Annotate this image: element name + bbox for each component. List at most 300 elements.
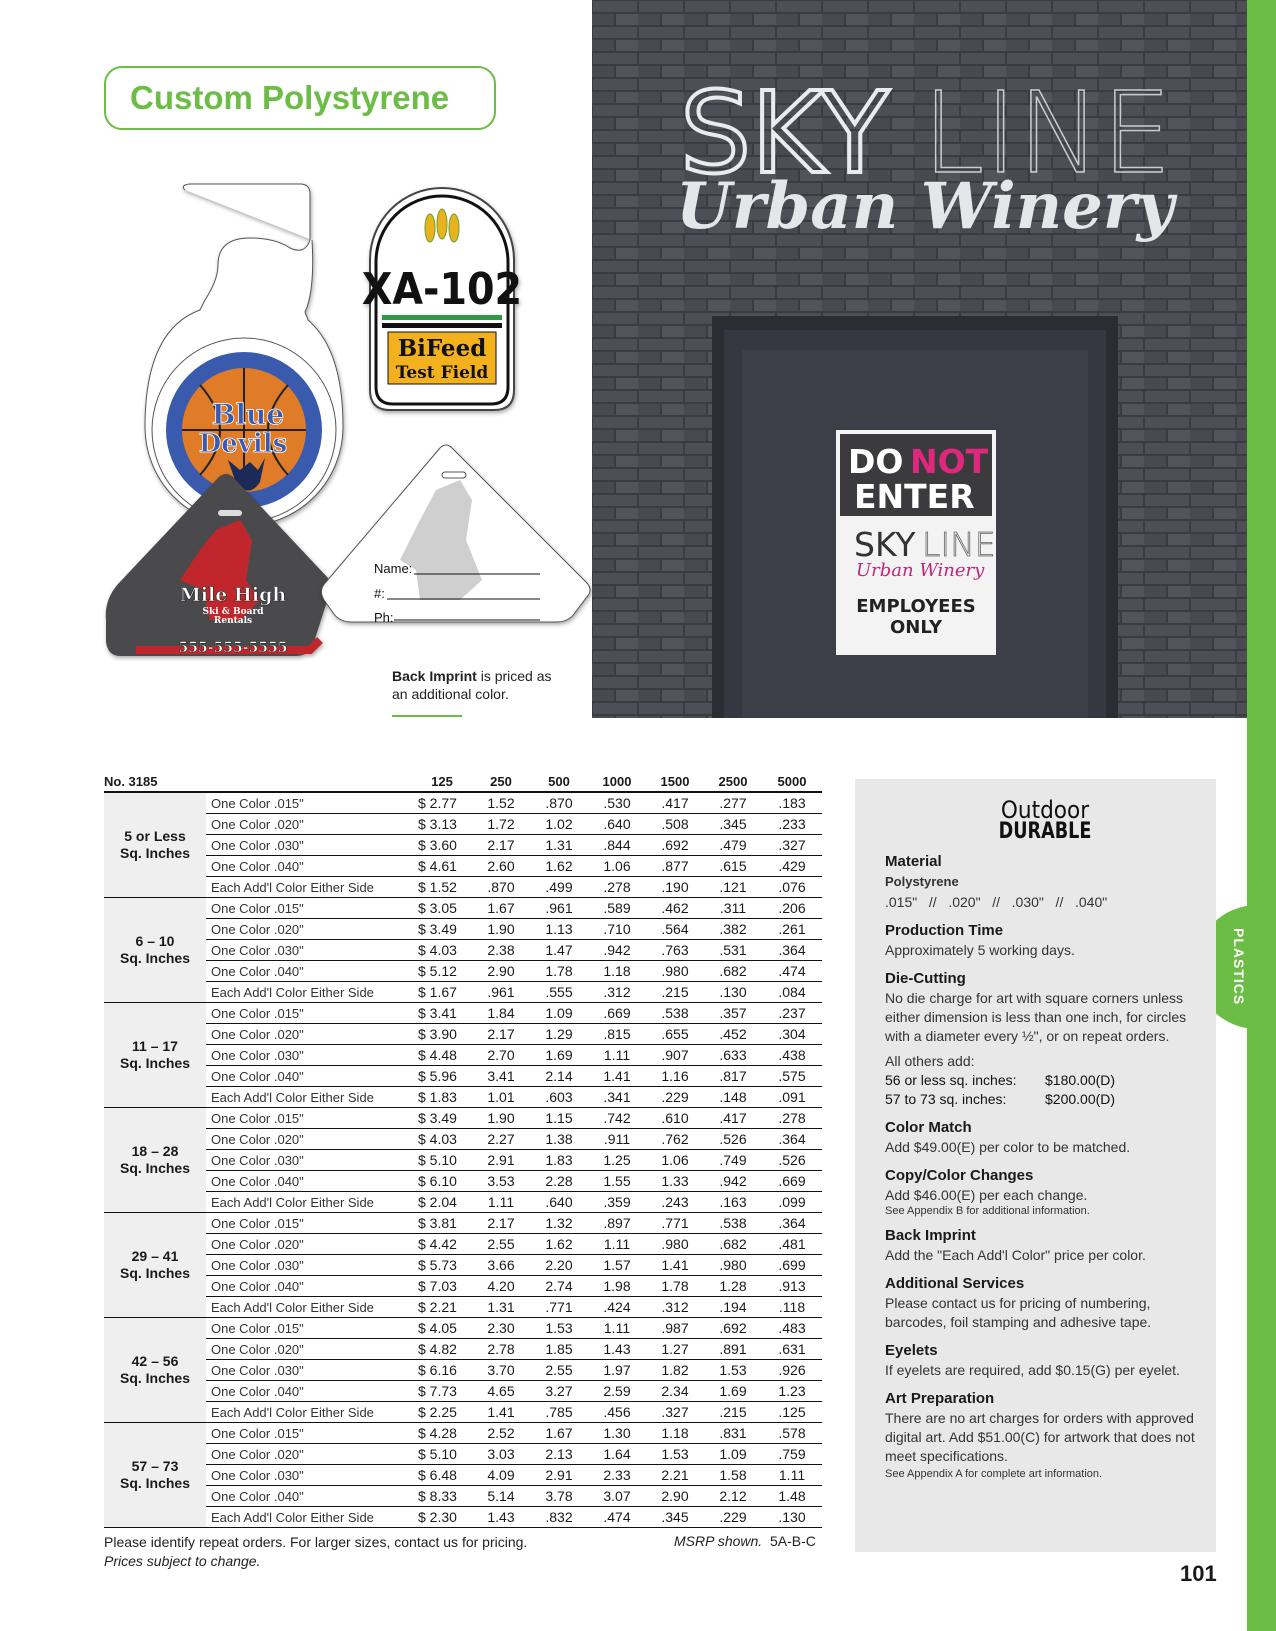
door-sign — [836, 430, 996, 655]
back-imprint-note-bold: Back Imprint — [392, 668, 477, 684]
price-cell: 1.53 — [646, 1444, 704, 1465]
price-cell: 2.17 — [472, 835, 530, 856]
art-preparation-text: There are no art charges for orders with approved digital art. Add $51.00(C) for artwork that does not meet specifications. — [885, 1410, 1195, 1464]
logo-outdoor: Outdoor — [1000, 796, 1090, 824]
price-cell: .076 — [762, 877, 822, 898]
price-cell: .831 — [704, 1423, 762, 1444]
die-cutting-heading: Die-Cutting — [885, 970, 966, 987]
price-cell: $ 1.52 — [412, 877, 472, 898]
row-description: One Color .020" — [206, 919, 412, 940]
row-description: Each Add'l Color Either Side — [206, 982, 412, 1003]
qty-header: 2500 — [704, 771, 762, 792]
material-heading: Material — [885, 853, 942, 870]
price-cell: .118 — [762, 1297, 822, 1318]
price-cell: .785 — [530, 1402, 588, 1423]
price-cell: .578 — [762, 1423, 822, 1444]
outdoor-durable-logo — [885, 796, 1205, 844]
row-description: One Color .015" — [206, 898, 412, 919]
table-row — [104, 1213, 822, 1234]
size-range-cell — [104, 792, 206, 898]
price-cell: .341 — [588, 1087, 646, 1108]
price-cell: 1.78 — [646, 1276, 704, 1297]
price-cell: .669 — [762, 1171, 822, 1192]
price-cell: .987 — [646, 1318, 704, 1339]
price-cell: 3.70 — [472, 1360, 530, 1381]
price-cell: 1.69 — [530, 1045, 588, 1066]
row-description: One Color .015" — [206, 792, 412, 814]
price-cell: .438 — [762, 1045, 822, 1066]
price-cell: .312 — [646, 1297, 704, 1318]
price-cell: 1.32 — [530, 1213, 588, 1234]
price-cell: $ 3.41 — [412, 1003, 472, 1024]
price-cell: 2.74 — [530, 1276, 588, 1297]
price-cell: $ 3.49 — [412, 919, 472, 940]
table-row — [104, 1339, 822, 1360]
die-row-1-value: $180.00(D) — [1045, 1072, 1116, 1088]
wall-text-urban-winery: Urban Winery — [676, 169, 1174, 244]
price-cell: 1.62 — [530, 1234, 588, 1255]
price-cell: 3.07 — [588, 1486, 646, 1507]
sign-urban-winery: Urban Winery — [856, 560, 985, 581]
price-cell: 1.97 — [588, 1360, 646, 1381]
price-cell: 4.09 — [472, 1465, 530, 1486]
back-tag-phone-label: Ph: — [374, 610, 394, 625]
price-cell: 2.13 — [530, 1444, 588, 1465]
price-cell: .183 — [762, 792, 822, 814]
price-cell: 1.64 — [588, 1444, 646, 1465]
price-cell: 2.59 — [588, 1381, 646, 1402]
price-cell: .655 — [646, 1024, 704, 1045]
table-row — [104, 1003, 822, 1024]
price-cell: $ 4.48 — [412, 1045, 472, 1066]
price-cell: .364 — [762, 1129, 822, 1150]
price-cell: .913 — [762, 1276, 822, 1297]
price-cell: .980 — [646, 961, 704, 982]
price-cell: .130 — [704, 982, 762, 1003]
price-cell: 2.14 — [530, 1066, 588, 1087]
price-cell: .364 — [762, 940, 822, 961]
table-row — [104, 1402, 822, 1423]
art-preparation-note: See Appendix A for complete art information. — [885, 1468, 1103, 1480]
price-cell: .633 — [704, 1045, 762, 1066]
price-cell: .771 — [646, 1213, 704, 1234]
price-cell: 1.67 — [472, 898, 530, 919]
price-cell: $ 5.10 — [412, 1444, 472, 1465]
price-cell: .907 — [646, 1045, 704, 1066]
row-description: One Color .020" — [206, 814, 412, 835]
page-number: 101 — [1180, 1561, 1217, 1586]
price-cell: .233 — [762, 814, 822, 835]
price-cell: .682 — [704, 1234, 762, 1255]
price-cell: 1.18 — [588, 961, 646, 982]
price-cell: .215 — [704, 1402, 762, 1423]
table-row — [104, 814, 822, 835]
price-cell: 1.48 — [762, 1486, 822, 1507]
price-cell: .091 — [762, 1087, 822, 1108]
price-cell: .759 — [762, 1444, 822, 1465]
row-description: One Color .040" — [206, 1486, 412, 1507]
price-cell: 1.55 — [588, 1171, 646, 1192]
qty-header: 1000 — [588, 771, 646, 792]
price-cell: .345 — [646, 1507, 704, 1528]
ski-tag-line3: Rentals — [213, 616, 253, 626]
price-cell: .099 — [762, 1192, 822, 1213]
row-description: One Color .040" — [206, 961, 412, 982]
price-cell: .870 — [472, 877, 530, 898]
table-row — [104, 856, 822, 877]
price-cell: .125 — [762, 1402, 822, 1423]
price-cell: 1.41 — [588, 1066, 646, 1087]
price-cell: 1.62 — [530, 856, 588, 877]
qty-header: 250 — [472, 771, 530, 792]
row-description: One Color .030" — [206, 1465, 412, 1486]
row-description: One Color .015" — [206, 1108, 412, 1129]
row-description: One Color .040" — [206, 856, 412, 877]
size-range-line: 6 – 10 — [135, 933, 175, 949]
size-range-line: 29 – 41 — [131, 1248, 179, 1264]
price-cell: $ 2.21 — [412, 1297, 472, 1318]
price-cell: .526 — [762, 1150, 822, 1171]
page-title-box — [104, 66, 496, 130]
copy-changes-heading: Copy/Color Changes — [885, 1167, 1034, 1184]
price-cell: $ 7.73 — [412, 1381, 472, 1402]
table-row — [104, 1234, 822, 1255]
price-cell: .911 — [588, 1129, 646, 1150]
price-cell: 1.84 — [472, 1003, 530, 1024]
price-cell: 1.57 — [588, 1255, 646, 1276]
price-cell: .163 — [704, 1192, 762, 1213]
price-cell: .742 — [588, 1108, 646, 1129]
table-row — [104, 1297, 822, 1318]
price-cell: .762 — [646, 1129, 704, 1150]
price-cell: 2.52 — [472, 1423, 530, 1444]
price-cell: 1.11 — [588, 1045, 646, 1066]
price-cell: .631 — [762, 1339, 822, 1360]
row-description: One Color .030" — [206, 1255, 412, 1276]
price-cell: 1.11 — [472, 1192, 530, 1213]
eyelets-text: If eyelets are required, add $0.15(G) per eyelet. — [885, 1362, 1180, 1378]
row-description: One Color .020" — [206, 1024, 412, 1045]
price-cell: .364 — [762, 1213, 822, 1234]
price-cell: 2.12 — [704, 1486, 762, 1507]
price-cell: .382 — [704, 919, 762, 940]
price-cell: 1.90 — [472, 919, 530, 940]
price-cell: 1.78 — [530, 961, 588, 982]
price-cell: .832 — [530, 1507, 588, 1528]
row-description: One Color .020" — [206, 1129, 412, 1150]
row-description: One Color .040" — [206, 1066, 412, 1087]
price-cell: 1.53 — [704, 1360, 762, 1381]
size-range-line: Sq. Inches — [119, 845, 191, 861]
price-cell: 2.91 — [472, 1150, 530, 1171]
production-text: Approximately 5 working days. — [885, 942, 1075, 958]
price-cell: .311 — [704, 898, 762, 919]
price-cell: $ 3.90 — [412, 1024, 472, 1045]
price-cell: 1.31 — [472, 1297, 530, 1318]
basketball-text-1: Blue — [211, 398, 285, 431]
price-cell: 3.66 — [472, 1255, 530, 1276]
size-range-line: 11 – 17 — [132, 1038, 178, 1054]
row-description: Each Add'l Color Either Side — [206, 1087, 412, 1108]
price-cell: $ 6.10 — [412, 1171, 472, 1192]
price-cell: $ 2.04 — [412, 1192, 472, 1213]
table-row — [104, 1087, 822, 1108]
row-description: One Color .030" — [206, 835, 412, 856]
die-row-2 — [885, 1090, 1205, 1109]
price-cell: 1.31 — [530, 835, 588, 856]
price-cell: 1.01 — [472, 1087, 530, 1108]
price-cell: 2.17 — [472, 1024, 530, 1045]
price-cell: 1.11 — [588, 1318, 646, 1339]
price-cell: $ 8.33 — [412, 1486, 472, 1507]
back-imprint-note — [392, 667, 562, 703]
table-row — [104, 792, 822, 814]
sign-not: NOT — [910, 442, 989, 481]
price-cell: $ 7.03 — [412, 1276, 472, 1297]
price-cell: .277 — [704, 792, 762, 814]
price-cell: .357 — [704, 1003, 762, 1024]
section-tab-label: PLASTICS — [1231, 928, 1247, 1006]
price-cell: 3.53 — [472, 1171, 530, 1192]
price-cell: .499 — [530, 877, 588, 898]
field-sign-line2: Test Field — [395, 363, 489, 383]
sign-do: DO — [848, 442, 904, 481]
price-cell: 2.30 — [472, 1318, 530, 1339]
price-cell: .327 — [646, 1402, 704, 1423]
field-sign-tag — [362, 188, 522, 410]
table-row — [104, 1045, 822, 1066]
size-range-line: 42 – 56 — [131, 1353, 179, 1369]
qty-header: 1500 — [646, 771, 704, 792]
price-cell: 1.41 — [646, 1255, 704, 1276]
price-cell: $ 5.10 — [412, 1150, 472, 1171]
price-cell: 1.16 — [646, 1066, 704, 1087]
table-row — [104, 1108, 822, 1129]
sign-employees: EMPLOYEES — [856, 596, 976, 617]
price-cell: .870 — [530, 792, 588, 814]
msrp-label: MSRP shown. — [674, 1533, 763, 1549]
price-cell: $ 4.28 — [412, 1423, 472, 1444]
row-description: One Color .015" — [206, 1213, 412, 1234]
price-cell: 2.38 — [472, 940, 530, 961]
table-row — [104, 1318, 822, 1339]
price-cell: $ 4.03 — [412, 940, 472, 961]
table-row — [104, 982, 822, 1003]
price-cell: 1.58 — [704, 1465, 762, 1486]
price-cell: .312 — [588, 982, 646, 1003]
row-description: One Color .030" — [206, 1045, 412, 1066]
price-cell: 2.90 — [646, 1486, 704, 1507]
wall-text-line: LINE — [922, 69, 1172, 199]
price-cell: .121 — [704, 877, 762, 898]
size-range-line: Sq. Inches — [119, 1055, 191, 1071]
price-cell: 1.28 — [704, 1276, 762, 1297]
price-cell: 1.47 — [530, 940, 588, 961]
size-range-cell — [104, 1108, 206, 1213]
sign-enter: ENTER — [854, 477, 975, 516]
price-cell: $ 4.82 — [412, 1339, 472, 1360]
price-cell: 2.27 — [472, 1129, 530, 1150]
price-cell: .692 — [646, 835, 704, 856]
qty-header: 500 — [530, 771, 588, 792]
price-cell: .148 — [704, 1087, 762, 1108]
price-cell: 2.21 — [646, 1465, 704, 1486]
price-cell: $ 3.60 — [412, 835, 472, 856]
price-cell: 2.60 — [472, 856, 530, 877]
winery-photo — [592, 0, 1247, 718]
material-name: Polystyrene — [885, 874, 959, 889]
material-thickness: .015" // .020" // .030" // .040" — [885, 894, 1108, 910]
price-cell: 1.43 — [588, 1339, 646, 1360]
footnote-line1: Please identify repeat orders. For larger sizes, contact us for pricing. — [104, 1534, 528, 1550]
row-description: Each Add'l Color Either Side — [206, 1507, 412, 1528]
color-match-text: Add $49.00(E) per color to be matched. — [885, 1139, 1131, 1155]
price-cell: $ 5.96 — [412, 1066, 472, 1087]
row-description: One Color .040" — [206, 1171, 412, 1192]
price-cell: $ 1.83 — [412, 1087, 472, 1108]
size-range-cell — [104, 1423, 206, 1528]
table-row — [104, 1129, 822, 1150]
price-cell: $ 5.12 — [412, 961, 472, 982]
price-table — [104, 771, 822, 1528]
table-row — [104, 961, 822, 982]
size-range-line: Sq. Inches — [119, 1475, 191, 1491]
price-cell: 1.06 — [646, 1150, 704, 1171]
price-cell: .526 — [704, 1129, 762, 1150]
price-cell: .278 — [762, 1108, 822, 1129]
price-cell: 1.29 — [530, 1024, 588, 1045]
ski-tag-line2: Ski & Board — [202, 607, 264, 617]
price-cell: 1.53 — [530, 1318, 588, 1339]
price-cell: 3.78 — [530, 1486, 588, 1507]
ski-tag-line1: Mile High — [179, 584, 287, 606]
price-cell: .615 — [704, 856, 762, 877]
price-cell: 1.15 — [530, 1108, 588, 1129]
row-description: Each Add'l Color Either Side — [206, 1297, 412, 1318]
price-cell: 2.78 — [472, 1339, 530, 1360]
production-heading: Production Time — [885, 922, 1004, 939]
size-range-cell — [104, 1003, 206, 1108]
back-imprint-text: Add the "Each Add'l Color" price per color. — [885, 1247, 1146, 1263]
price-cell: .429 — [762, 856, 822, 877]
row-description: One Color .030" — [206, 940, 412, 961]
price-cell: .194 — [704, 1297, 762, 1318]
table-row — [104, 1444, 822, 1465]
price-cell: 1.52 — [472, 792, 530, 814]
price-cell: .462 — [646, 898, 704, 919]
back-imprint-note-text: is priced as an additional color. — [392, 668, 552, 702]
row-description: One Color .020" — [206, 1234, 412, 1255]
table-row — [104, 1423, 822, 1444]
art-preparation-heading: Art Preparation — [885, 1390, 995, 1407]
wall-text-sky: SKY — [680, 69, 889, 199]
price-cell: .456 — [588, 1402, 646, 1423]
ski-tag-phone: 555-555-5555 — [178, 640, 288, 656]
table-row — [104, 877, 822, 898]
size-range-line: 57 – 73 — [131, 1458, 179, 1474]
price-cell: 1.11 — [588, 1234, 646, 1255]
back-tag-name-label: Name: — [374, 561, 413, 576]
row-description: One Color .020" — [206, 1444, 412, 1465]
color-match-heading: Color Match — [885, 1119, 972, 1136]
price-cell: 2.55 — [530, 1360, 588, 1381]
basketball-text-2: Devils — [198, 429, 288, 459]
price-cell: 1.23 — [762, 1381, 822, 1402]
price-cell: $ 6.16 — [412, 1360, 472, 1381]
sign-line: LINE — [922, 525, 996, 564]
price-cell: 1.83 — [530, 1150, 588, 1171]
price-cell: .229 — [646, 1087, 704, 1108]
price-cell: 3.41 — [472, 1066, 530, 1087]
price-cell: .479 — [704, 835, 762, 856]
price-cell: .130 — [762, 1507, 822, 1528]
price-cell: $ 2.25 — [412, 1402, 472, 1423]
price-cell: 1.98 — [588, 1276, 646, 1297]
price-cell: .278 — [588, 877, 646, 898]
price-cell: .682 — [704, 961, 762, 982]
table-row — [104, 1465, 822, 1486]
price-cell: .710 — [588, 919, 646, 940]
price-cell: .304 — [762, 1024, 822, 1045]
price-cell: .942 — [588, 940, 646, 961]
die-row-1-label: 56 or less sq. inches: — [885, 1072, 1017, 1088]
price-cell: 1.13 — [530, 919, 588, 940]
row-description: One Color .030" — [206, 1150, 412, 1171]
die-row-2-value: $200.00(D) — [1045, 1091, 1116, 1107]
back-tag-number-label: #: — [374, 586, 385, 601]
price-cell: .640 — [530, 1192, 588, 1213]
row-description: One Color .030" — [206, 1360, 412, 1381]
price-cell: $ 3.05 — [412, 898, 472, 919]
size-range-line: 18 – 28 — [131, 1143, 179, 1159]
price-cell: .345 — [704, 814, 762, 835]
price-cell: .508 — [646, 814, 704, 835]
price-cell: .699 — [762, 1255, 822, 1276]
price-cell: .926 — [762, 1360, 822, 1381]
field-sign-code: XA-102 — [361, 263, 523, 315]
price-cell: .417 — [704, 1108, 762, 1129]
price-table-body — [104, 792, 822, 1528]
price-cell: 1.82 — [646, 1360, 704, 1381]
price-cell: .771 — [530, 1297, 588, 1318]
price-table-header — [104, 771, 822, 792]
row-description: One Color .015" — [206, 1318, 412, 1339]
qty-header: 125 — [412, 771, 472, 792]
table-row — [104, 1066, 822, 1087]
size-range-line: Sq. Inches — [119, 1370, 191, 1386]
die-cutting-text: No die charge for art with square corners unless either dimension is less than one inch, for circles with a diameter every ½", or on repeat orders. — [885, 990, 1187, 1044]
price-cell: .610 — [646, 1108, 704, 1129]
price-cell: 1.72 — [472, 814, 530, 835]
product-samples — [100, 180, 620, 700]
price-cell: .669 — [588, 1003, 646, 1024]
price-cell: .215 — [646, 982, 704, 1003]
price-cell: .417 — [646, 792, 704, 814]
price-cell: .531 — [704, 940, 762, 961]
table-row — [104, 1486, 822, 1507]
price-cell: 2.91 — [530, 1465, 588, 1486]
price-cell: .961 — [472, 982, 530, 1003]
price-cell: $ 3.81 — [412, 1213, 472, 1234]
row-description: One Color .040" — [206, 1276, 412, 1297]
price-cell: .640 — [588, 814, 646, 835]
price-cell: .474 — [762, 961, 822, 982]
price-cell: .538 — [704, 1213, 762, 1234]
price-cell: 1.27 — [646, 1339, 704, 1360]
price-cell: .261 — [762, 919, 822, 940]
price-cell: .424 — [588, 1297, 646, 1318]
price-cell: .891 — [704, 1339, 762, 1360]
